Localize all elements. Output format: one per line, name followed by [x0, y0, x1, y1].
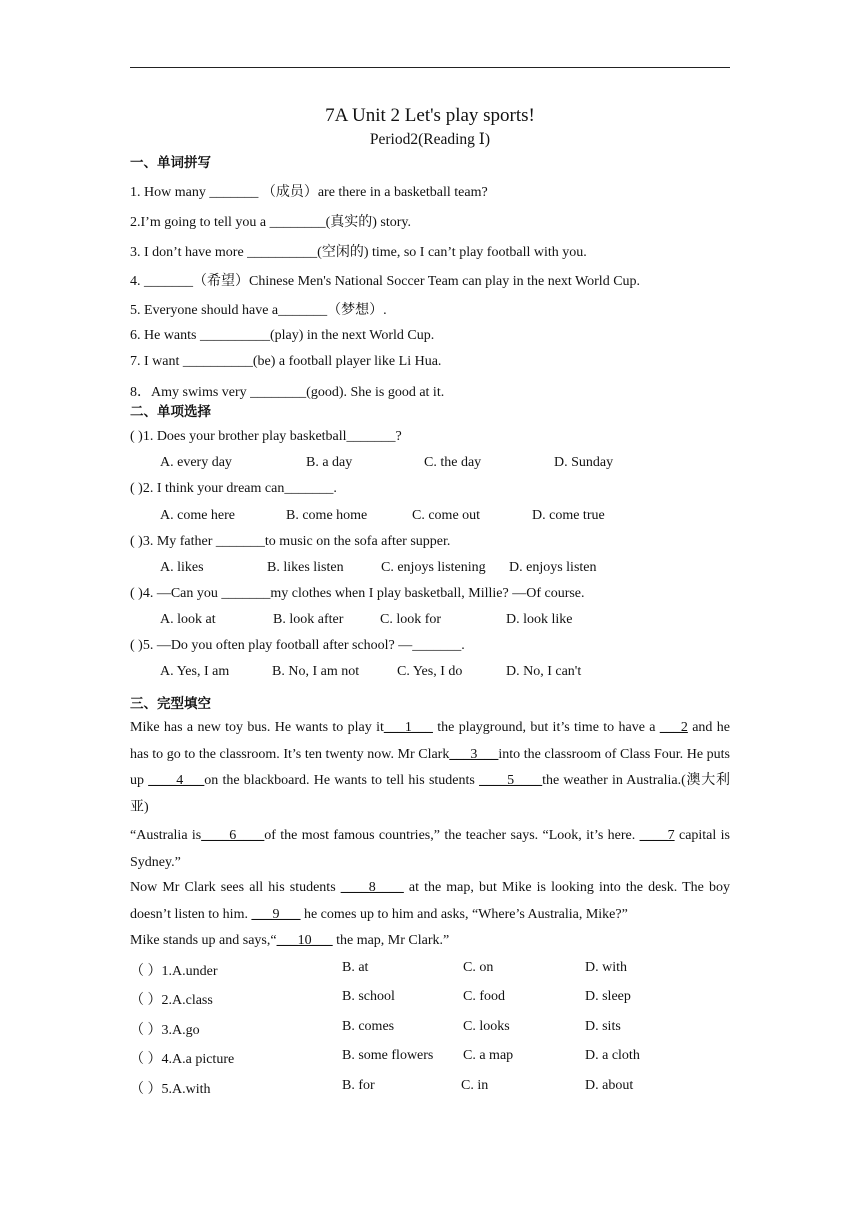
page-title: 7A Unit 2 Let's play sports! [325, 105, 535, 126]
cloze-option: B. school [342, 989, 395, 1004]
cloze-option: C. in [461, 1078, 489, 1093]
mc-option: C. come out [412, 508, 481, 523]
cloze-option: D. about [585, 1078, 634, 1093]
cloze-blank-2: ___2 [659, 720, 688, 735]
spelling-item-2: 2.I’m going to tell you a ________(真实的) story. [130, 215, 412, 230]
cloze-blank-7: ____7 [639, 828, 675, 843]
cloze-option: C. food [463, 989, 505, 1004]
mc-option: A. come here [160, 508, 236, 523]
cloze-option: D. with [585, 960, 627, 975]
mc-option: A. likes [160, 560, 204, 575]
section-heading-choice: 二、单项选择 [130, 404, 211, 420]
cloze-option: C. looks [463, 1019, 510, 1034]
mc-option: D. No, I can't [506, 664, 582, 679]
mc-option: A. look at [160, 612, 216, 627]
cloze-paragraph-2: “Australia is____6____of the most famous countries,” the teacher says. “Look, it’s here. ____7 capital is Sydney.” [130, 828, 730, 870]
mc-option: B. No, I am not [272, 664, 360, 679]
mc-option: D. enjoys listen [509, 560, 597, 575]
mc-option: B. come home [286, 508, 368, 523]
mc-option: D. come true [532, 508, 605, 523]
cloze-option: C. a map [463, 1048, 514, 1063]
cloze-option: B. for [342, 1078, 375, 1093]
mc-option: A. every day [160, 455, 232, 470]
cloze-option: B. comes [342, 1019, 395, 1034]
cloze-option-row-3: （ ）3.A.go [130, 1023, 200, 1038]
cloze-blank-10: ___10___ [276, 933, 333, 948]
section-heading-cloze: 三、完型填空 [130, 696, 211, 712]
cloze-paragraph-1: Mike has a new toy bus. He wants to play it___1___ the playground, but it’s time to have a ___2 and he has to go to the classroom. It’s ten twenty now. Mr Clark___3___into the classroom of Class Four. He puts up ____4___on the blackboard. He wants to tell his students ____5____the weather in Australia.(澳大利亚) [130, 720, 730, 815]
mc-option: D. look like [506, 612, 573, 627]
mc-option: C. Yes, I do [397, 664, 463, 679]
mc-option: A. Yes, I am [160, 664, 230, 679]
page-subtitle: Period2(Reading Ⅰ) [369, 131, 491, 148]
spelling-item-5: 5. Everyone should have a_______（梦想）. [130, 303, 387, 318]
cloze-paragraph-3: Now Mr Clark sees all his students ____8____ at the map, but Mike is looking into the desk. The boy doesn’t listen to him. ___9___ he comes up to him and asks, “Where’s Australia, Mike?” [130, 880, 730, 922]
cloze-option: D. a cloth [585, 1048, 640, 1063]
mc-option: B. likes listen [267, 560, 344, 575]
mc-question-2: ( )2. I think your dream can_______. [130, 481, 337, 496]
mc-option: C. look for [380, 612, 442, 627]
mc-option: C. the day [424, 455, 482, 470]
cloze-option: D. sits [585, 1019, 621, 1034]
section-heading-spelling: 一、单词拼写 [130, 155, 211, 171]
spelling-item-8: 8．Amy swims very ________(good). She is good at it. [130, 385, 445, 400]
cloze-blank-8: ____8____ [340, 880, 404, 895]
cloze-option-row-2: （ ）2.A.class [130, 993, 213, 1008]
cloze-blank-4: ____4___ [148, 773, 205, 788]
cloze-option-row-4: （ ）4.A.a picture [130, 1052, 235, 1067]
spelling-item-7: 7. I want __________(be) a football player like Li Hua. [130, 354, 442, 369]
mc-option: C. enjoys listening [381, 560, 486, 575]
cloze-paragraph-4: Mike stands up and says,“___10___ the map, Mr Clark.” [130, 933, 450, 948]
cloze-blank-1: ___1___ [383, 720, 433, 735]
cloze-blank-9: ___9___ [251, 906, 301, 922]
spelling-item-1: 1. How many _______ （成员）are there in a basketball team? [130, 185, 488, 200]
mc-question-4: ( )4. —Can you _______my clothes when I play basketball, Millie? —Of course. [130, 586, 585, 601]
cloze-option: B. at [342, 960, 369, 975]
mc-question-1: ( )1. Does your brother play basketball_______? [130, 429, 402, 444]
cloze-blank-3: ___3___ [449, 746, 499, 762]
cloze-option: C. on [463, 960, 494, 975]
spelling-item-4: 4. _______（希望）Chinese Men's National Soccer Team can play in the next World Cup. [130, 274, 641, 289]
spelling-item-6: 6. He wants __________(play) in the next World Cup. [130, 328, 435, 343]
mc-question-3: ( )3. My father _______to music on the sofa after supper. [130, 534, 451, 549]
cloze-option-row-1: （ ）1.A.under [130, 964, 218, 979]
spelling-item-3: 3. I don’t have more __________(空闲的) time, so I can’t play football with you. [130, 245, 587, 260]
cloze-option: D. sleep [585, 989, 631, 1004]
mc-question-5: ( )5. —Do you often play football after school? —_______. [130, 638, 465, 653]
mc-option: B. a day [306, 455, 353, 470]
mc-option: B. look after [273, 612, 344, 627]
mc-option: D. Sunday [554, 455, 614, 470]
cloze-blank-6: ____6____ [201, 828, 265, 843]
cloze-option-row-5: （ ）5.A.with [130, 1082, 211, 1097]
header-rule [130, 67, 730, 68]
cloze-option: B. some flowers [342, 1048, 434, 1063]
cloze-blank-5: ____5____ [479, 773, 543, 788]
